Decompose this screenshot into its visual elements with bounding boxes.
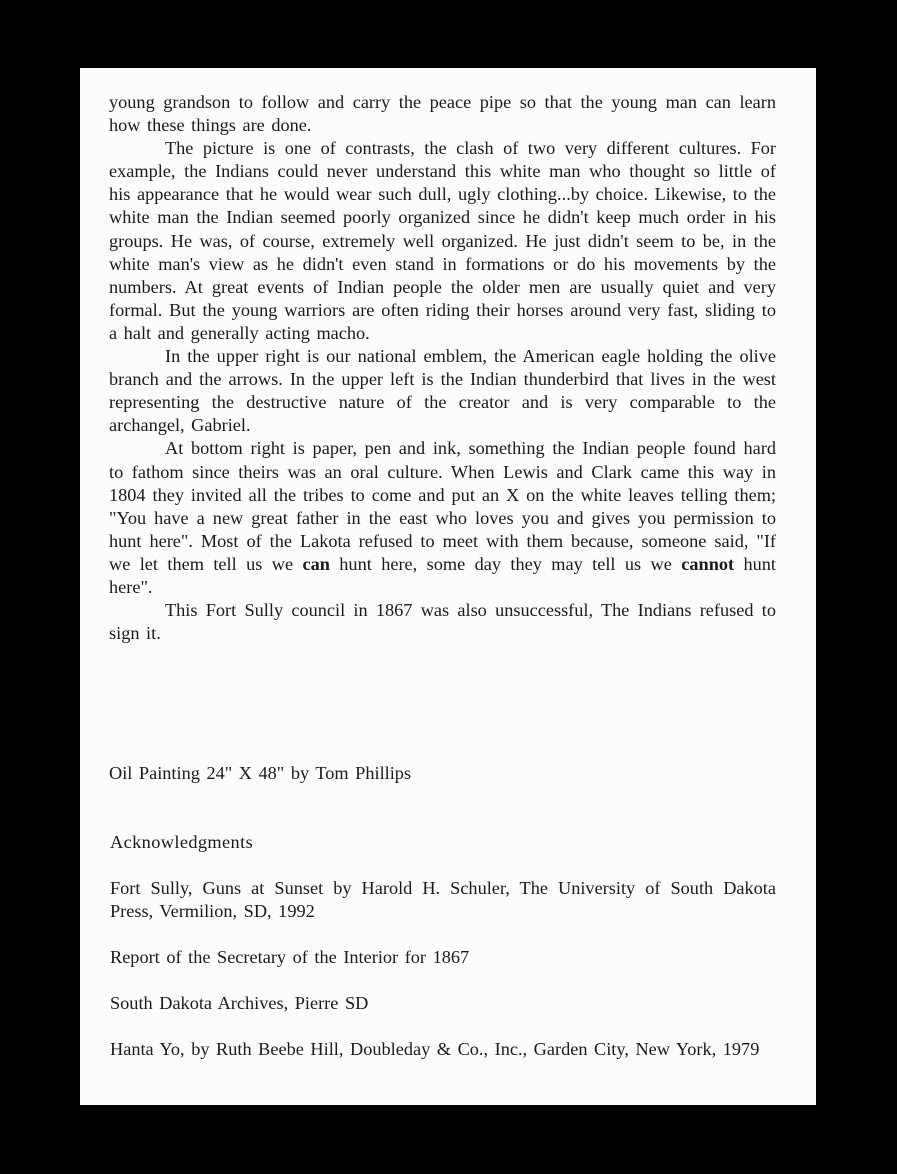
acknowledgment-item: Hanta Yo, by Ruth Beebe Hill, Doubleday & Co., Inc., Garden City, New York, 1979	[110, 1039, 760, 1059]
paragraph-1: young grandson to follow and carry the peace pipe so that the young man can learn how these things are done.	[109, 92, 776, 136]
acknowledgments-heading: Acknowledgments	[110, 832, 254, 852]
painting-credit: Oil Painting 24" X 48" by Tom Phillips	[109, 763, 412, 783]
bold-word-can: can	[302, 553, 330, 574]
paragraph-5: This Fort Sully council in 1867 was also unsuccessful, The Indians refused to sign it.	[109, 600, 776, 644]
paragraph-4-text-b: hunt here, some day they may tell us we	[329, 553, 682, 574]
bold-word-cannot: cannot	[681, 553, 735, 574]
paragraph-4-text-a: At bottom right is paper, pen and ink, something the Indian people found hard to fathom since theirs was an oral culture. When Lewis and Clark came this way in 1804 they invited all the tribes to come and put an X on the white leaves telling them; "You have a new great father in the east who loves you and gives you permission to hunt here". Most of the Lakota refused to meet with them because, someone said, "If we let them tell us we	[109, 438, 776, 574]
document-page	[80, 68, 816, 1105]
paragraph-3: In the upper right is our national emblem, the American eagle holding the olive branch and the arrows. In the upper left is the Indian thunderbird that lives in the west representing the destructive nature of the creator and is very comparable to the archangel, Gabriel.	[109, 346, 776, 436]
paragraph-2: The picture is one of contrasts, the clash of two very different cultures. For example, the Indians could never understand this white man who thought so little of his appearance that he would wear such dull, ugly clothing...by choice. Likewise, to the white man the Indian seemed poorly organized since he didn't keep much order in his groups. He was, of course, extremely well organized. He just didn't seem to be, in the white man's view as he didn't even stand in formations or do his movements by the numbers. At great events of Indian people the older men are usually quiet and very formal. But the young warriors are often riding their horses around very fast, sliding to a halt and generally acting macho.	[109, 138, 776, 343]
acknowledgment-item: South Dakota Archives, Pierre SD	[110, 993, 369, 1013]
paragraph-4-text-c: hunt here".	[109, 553, 776, 597]
paragraph-4	[109, 437, 776, 599]
acknowledgment-item: Fort Sully, Guns at Sunset by Harold H. Schuler, The University of South Dakota Press, Vermilion, SD, 1992	[110, 878, 776, 922]
acknowledgment-item: Report of the Secretary of the Interior for 1867	[110, 947, 470, 967]
body-text	[109, 91, 776, 645]
